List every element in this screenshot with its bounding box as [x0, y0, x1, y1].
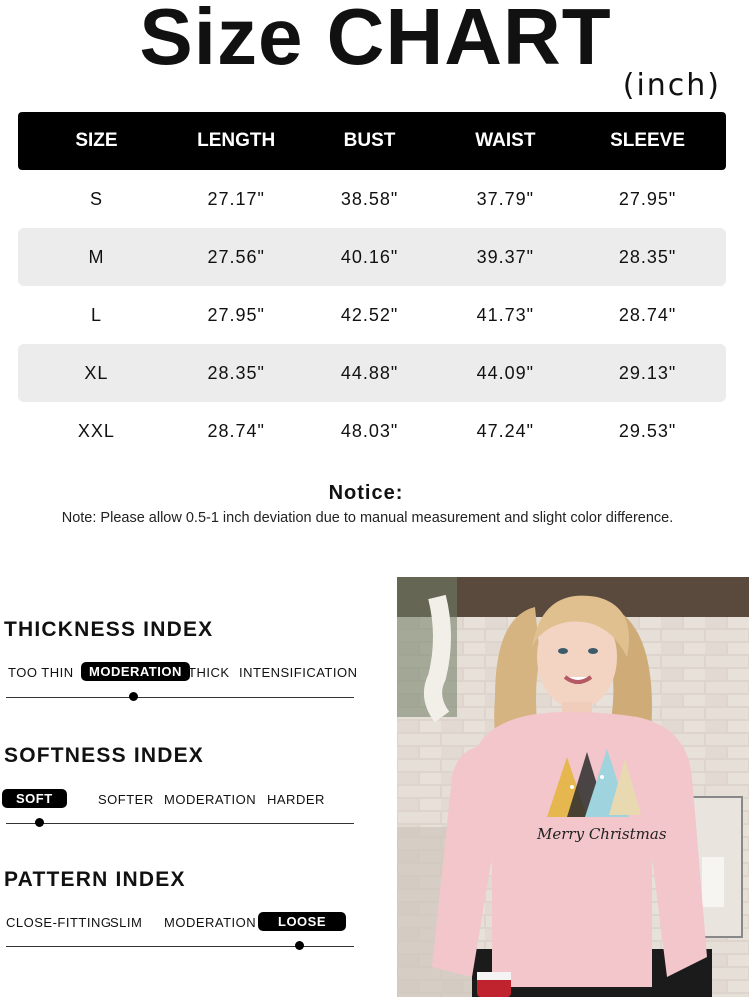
unit-label: (inch)	[622, 68, 721, 103]
column-header-bust: BUST	[343, 130, 396, 151]
thickness-index-title: THICKNESS INDEX	[4, 618, 214, 641]
thickness-options	[6, 662, 356, 684]
cell-waist: 44.09"	[476, 362, 535, 383]
cell-waist: 37.79"	[476, 188, 535, 209]
cell-bust: 44.88"	[340, 362, 399, 383]
pattern-option-close-fitting: CLOSE-FITTING	[6, 915, 112, 930]
cell-sleeve: 29.53"	[618, 420, 677, 441]
softness-indicator-dot	[35, 818, 44, 827]
product-photo	[397, 577, 749, 997]
cell-length: 27.95"	[207, 304, 265, 325]
softness-options	[6, 789, 356, 811]
cell-length: 27.56"	[207, 246, 265, 267]
cell-waist: 47.24"	[476, 420, 535, 441]
column-header-size: SIZE	[75, 130, 118, 151]
pattern-indicator-dot	[295, 941, 304, 950]
cell-bust: 48.03"	[340, 420, 399, 441]
thickness-indicator-dot	[129, 692, 138, 701]
table-row	[18, 286, 726, 344]
cell-length: 28.74"	[207, 420, 265, 441]
column-header-length: LENGTH	[197, 130, 276, 151]
table-row	[18, 402, 726, 460]
cell-sleeve: 28.74"	[618, 304, 677, 325]
cell-bust: 42.52"	[340, 304, 399, 325]
notice-heading: Notice:	[328, 482, 404, 504]
softness-option-harder: HARDER	[267, 792, 325, 807]
softness-track	[6, 823, 354, 824]
column-header-sleeve: SLEEVE	[610, 130, 686, 151]
cell-size: S	[89, 188, 103, 209]
pattern-index-title: PATTERN INDEX	[4, 868, 186, 891]
table-row	[18, 344, 726, 402]
softness-option-moderation: MODERATION	[164, 792, 257, 807]
cell-bust: 38.58"	[340, 188, 399, 209]
cell-sleeve: 28.35"	[618, 246, 677, 267]
softness-index-title: SOFTNESS INDEX	[4, 744, 204, 767]
softness-option-softer: SOFTER	[98, 792, 154, 807]
cell-sleeve: 29.13"	[618, 362, 677, 383]
notice-text: Note: Please allow 0.5-1 inch deviation due to manual measurement and slight color difference.	[61, 510, 674, 526]
thickness-track	[6, 697, 354, 698]
page-title: Size CHART	[139, 0, 612, 81]
cell-sleeve: 27.95"	[618, 188, 677, 209]
pattern-options	[6, 912, 356, 934]
cell-length: 28.35"	[207, 362, 265, 383]
size-table	[18, 112, 726, 460]
cell-waist: 41.73"	[476, 304, 535, 325]
cell-size: L	[90, 304, 102, 325]
pattern-option-moderation: MODERATION	[164, 915, 257, 930]
thickness-option-intensification: INTENSIFICATION	[239, 665, 358, 680]
model-wearing-sweatshirt-image	[397, 577, 749, 997]
pattern-option-loose-selected: LOOSE	[258, 912, 346, 931]
table-row	[18, 228, 726, 286]
thickness-option-thick: THICK	[188, 665, 230, 680]
cell-bust: 40.16"	[340, 246, 399, 267]
cell-size: XXL	[77, 420, 115, 441]
table-row	[18, 170, 726, 228]
pattern-option-slim: SLIM	[110, 915, 143, 930]
shirt-print-text: Merry Christmas	[537, 825, 667, 843]
softness-option-soft-selected: SOFT	[2, 789, 67, 808]
cell-length: 27.17"	[207, 188, 265, 209]
cell-size: XL	[84, 362, 109, 383]
cell-size: M	[88, 246, 105, 267]
cell-waist: 39.37"	[476, 246, 535, 267]
thickness-option-moderation-selected: MODERATION	[81, 662, 190, 681]
table-header	[18, 112, 726, 170]
thickness-option-too-thin: TOO THIN	[8, 665, 74, 680]
column-header-waist: WAIST	[475, 130, 536, 151]
